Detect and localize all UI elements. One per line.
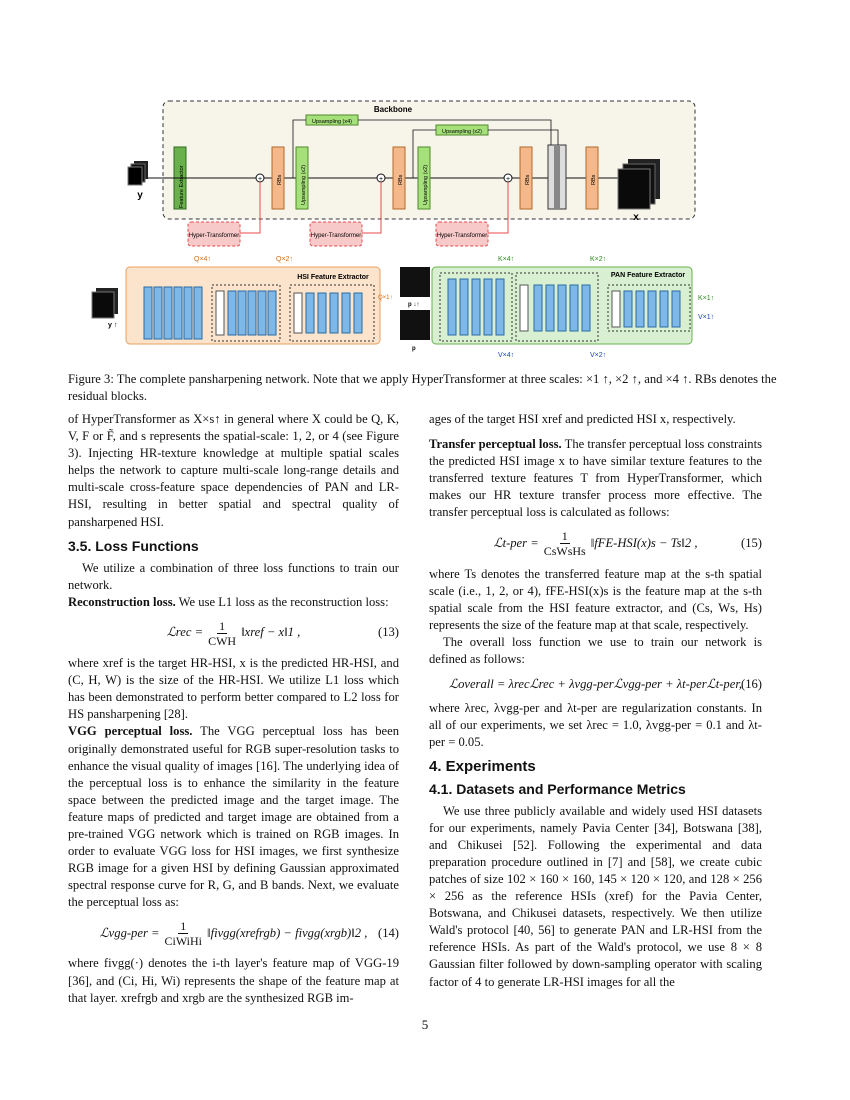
svg-text:Hyper-Transformer: Hyper-Transformer: [310, 233, 362, 239]
left-paragraph-1: of HyperTransformer as X×s↑ in general where X could be Q, K, V, F or F̃, and s represents the spatial-scale: 1, 2, or 4 (see Figure 3). Injecting HR-texture knowledge at multiple spatial scales helps the network to capture multi-scale long-range details and multi-scale cross-feature space dependencies of PAN and LR-HSI, resulting in better spatial and spectral quality of pansharpened HSI.: [68, 412, 399, 529]
section-4-heading: 4. Experiments: [429, 758, 536, 776]
section-4-1-heading: 4.1. Datasets and Performance Metrics: [429, 780, 686, 797]
left-paragraph-4: where fivgg(·) denotes the i-th layer's feature map of VGG-19 [36], and (Ci, Hi, Wi) represents the shape of the feature map at that layer. xrefrgb and xrgb are the synthesized RGB im-: [68, 956, 399, 1005]
pan-image-p: [400, 310, 430, 340]
svg-text:Hyper-Transformer: Hyper-Transformer: [436, 233, 488, 239]
svg-text:Q×2↑: Q×2↑: [276, 256, 293, 263]
svg-text:Upsampling (x2): Upsampling (x2): [441, 129, 483, 135]
svg-text:+: +: [505, 176, 511, 183]
hyper-transformer-2: [310, 222, 362, 246]
rbs-block-1: [272, 147, 284, 209]
pan-image-low: [400, 267, 430, 297]
svg-text:RBs: RBs: [398, 174, 404, 185]
right-column: [429, 411, 762, 991]
right-paragraph-3: The overall loss function we use to train our network is defined as follows:: [429, 634, 762, 667]
page-number: 5: [421, 1017, 429, 1032]
rbs-block-3: [520, 147, 532, 209]
svg-text:V×4↑: V×4↑: [498, 352, 515, 359]
rbs-block-4: [586, 147, 598, 209]
svg-text:Q×4↑: Q×4↑: [194, 256, 211, 263]
left-paragraph-3: where xref is the target HR-HSI, x is the predicted HR-HSI, and (C, H, W) is the size of the HR-HSI. We utilize L1 loss which has been demonstrated to perform better compared to L2 loss for HS pansharpening [28].: [68, 656, 399, 722]
svg-text:+: +: [378, 176, 384, 183]
svg-text:V×2↑: V×2↑: [590, 352, 607, 359]
input-y-cube: [128, 161, 148, 185]
hyper-transformer-1: [188, 222, 240, 246]
backbone-title: Backbone: [373, 105, 413, 114]
right-paragraph-2: where Ts denotes the transferred feature map at the s-th spatial scale (i.e., 1, 2, or 4), fFE-HSI(x)s is the feature map at the s-th spatial scale from the HSI feature extractor, and (Cs, Ws, Hs) represents the size of the feature map at that scale, respectively.: [429, 566, 762, 632]
svg-text:+: +: [257, 176, 263, 183]
svg-text:Upsampling (x2): Upsampling (x2): [301, 164, 307, 205]
upsampling-block-1: [296, 147, 308, 209]
svg-text:K×4↑: K×4↑: [498, 256, 515, 263]
svg-text:Hyper-Transformer: Hyper-Transformer: [188, 233, 240, 239]
svg-text:V×1↑: V×1↑: [698, 314, 715, 321]
equation-13: ℒrec = $\frac{1}{\text{CWH}}$ ‖xref − x‖1 , (13): [166, 618, 399, 648]
svg-text:p: p: [412, 346, 416, 352]
svg-text:RBs: RBs: [277, 174, 283, 185]
right-paragraph-5: We use three publicly available and widely used HSI datasets for our experiments, namely Pavia Center [34], Botswana [38], and Chikusei [52]. Following the experimental and data preparation procedure outlined in [7] and [58], we create cubic patches of size 102 × 160 × 160, 145 × 120 × 120, and 128 × 256 × 256 as the reference HSIs (xref) for the Pavia Center, Botswana, and Chikusei datasets, respectively. We then utilize Wald's protocol [40, 56] to generate PAN and LR-HSI from the reference HSIs. As part of the Wald's protocol, we use 8 × 8 Gaussian filter followed by down-sampling operator with scaling factor of 4 to generate LR-HSI images for all the: [429, 803, 762, 989]
hsi-extractor-title: HSI Feature Extractor: [297, 274, 369, 281]
output-x-label: x: [633, 212, 639, 223]
reconstruction-loss-paragraph: Reconstruction loss. We use L1 loss as the reconstruction loss:: [68, 594, 389, 609]
hyper-transformer-3: [436, 222, 488, 246]
upsampling-block-2: [418, 147, 430, 209]
svg-text:RBs: RBs: [591, 174, 597, 185]
network-figure: [88, 95, 768, 363]
transfer-loss-paragraph: Transfer perceptual loss. The transfer perceptual loss constraints the predicted HSI image x to have similar texture features to the transferred texture features T from HyperTransformer, which makes our HR texture transfer process more effective. The transfer perceptual loss is calculated as follows:: [429, 437, 763, 520]
equation-16: ℒoverall = λrecℒrec + λvgg-perℒvgg-per + λt-perℒt-per, (16): [449, 676, 762, 691]
pan-extractor-title: PAN Feature Extractor: [610, 272, 686, 279]
right-paragraph-1: ages of the target HSI xref and predicted HSI x, respectively.: [429, 412, 736, 426]
svg-text:p ↓↑: p ↓↑: [408, 302, 420, 308]
input-y-label: y: [137, 190, 143, 201]
svg-text:K×2↑: K×2↑: [590, 256, 607, 263]
equation-14: ℒvgg-per = $\frac{1}{\text{CiWiHi}}$ ‖fivgg(xrefrgb) − fivgg(xrgb)‖2 , (14): [99, 918, 399, 948]
vgg-loss-paragraph: VGG perceptual loss. The VGG perceptual loss has been originally demonstrated useful for RGB super-resolution tasks to enhance the visual quality of images [16]. The underlying idea of the perceptual loss is to enhance the similarity in the feature space between the predicted image and the target image. The feature maps of predicted and target image are obtained from a pre-trained VGG network which is trained on RGB images. In order to evaluate VGG loss for HSI images, we first synthesize RGB image for a given HSI by defining Gaussian approximated spectral response curve for R, G, and B bands. Next, we evaluate the perceptual loss as:: [68, 724, 399, 910]
y-up-cube: [92, 288, 118, 318]
left-column: [68, 411, 399, 1007]
svg-text:Q×1↑: Q×1↑: [378, 295, 393, 301]
rbs-block-2: [393, 147, 405, 209]
output-x-cube: [618, 159, 660, 209]
svg-text:RBs: RBs: [525, 174, 531, 185]
feature-extractor-label: Feature Extractor: [179, 165, 185, 208]
figure-caption: Figure 3: The complete pansharpening network. Note that we apply HyperTransformer at three scales: ×1 ↑, ×2 ↑, and ×4 ↑. RBs denotes the residual blocks.: [68, 372, 777, 403]
right-paragraph-4: where λrec, λvgg-per and λt-per are regularization constants. In all of our experiments, we set λrec = 1.0, λvgg-per = 0.1 and λt-per = 0.05.: [429, 701, 762, 750]
svg-text:Upsampling (x2): Upsampling (x2): [423, 164, 429, 205]
concat-block: [548, 145, 566, 209]
svg-text:y ↑: y ↑: [108, 322, 118, 329]
left-paragraph-2: We utilize a combination of three loss functions to train our network.: [68, 560, 399, 592]
equation-15: ℒt-per = $\frac{1}{\text{CsWsHs}}$ ‖fFE-HSI(x)s − Ts‖2 , (15): [493, 529, 762, 559]
svg-text:Upsampling (x4): Upsampling (x4): [311, 119, 353, 125]
svg-text:K×1↑: K×1↑: [698, 295, 715, 302]
section-3-5-heading: 3.5. Loss Functions: [68, 537, 199, 554]
